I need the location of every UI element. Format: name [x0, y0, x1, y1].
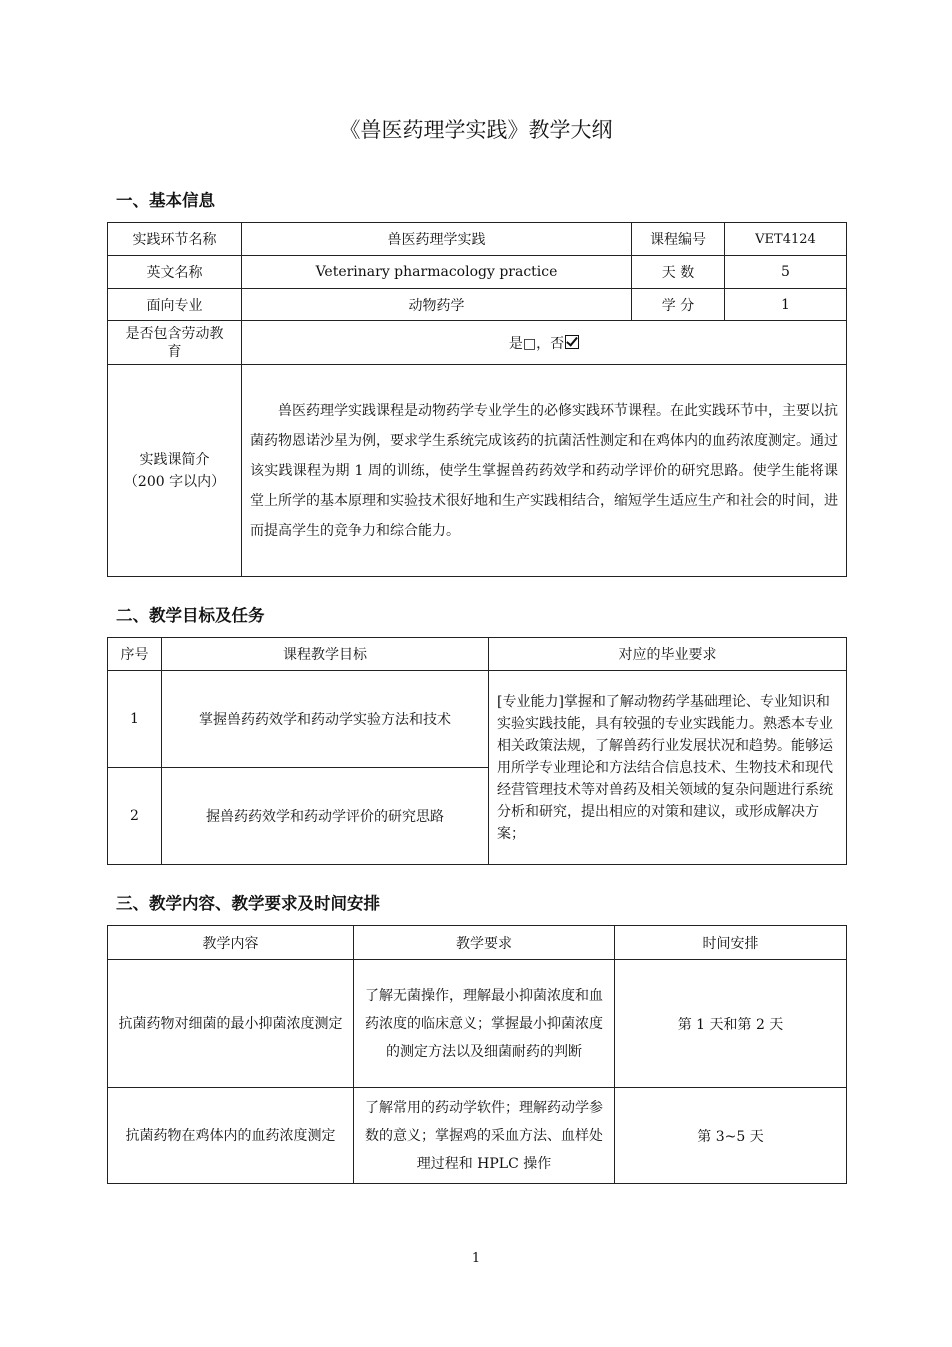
intro-text: 兽医药理学实践课程是动物药学专业学生的必修实践环节课程。在此实践环节中，主要以抗菌药物恩诺沙星为例，要求学生系统完成该药的抗菌活性测定和在鸡体内的血药浓度测定。通过该实践课程为期 1 周的训练，使学生掌握兽药药效学和药动学评价的研究思路。使学生能将课堂上所学的基本原理和实验技术很好地和生产实践相结合，缩短学生适应生产和社会的时间，进而提高学生的竞争力和综合能力。: [242, 365, 847, 577]
goals-table: [107, 637, 847, 865]
major-value: 动物药学: [242, 289, 632, 321]
graduation-requirement: [专业能力]掌握和了解动物药学基础理论、专业知识和实验实践技能，具有较强的专业实践能力。熟悉本专业相关政策法规，了解兽药行业发展状况和趋势。能够运用所学专业理论和方法结合信息技术、生物技术和现代经营管理技术等对兽药及相关领域的复杂问题进行系统分析和研究，提出相应的对策和建议，或形成解决方案；: [489, 671, 847, 865]
content-table: [107, 925, 847, 1184]
goal-no: 2: [108, 768, 162, 865]
time-text: 第 3~5 天: [615, 1088, 847, 1184]
time-text: 第 1 天和第 2 天: [615, 960, 847, 1088]
labor-value: 是□，否: [508, 335, 565, 352]
page-title: 《兽医药理学实践》教学大纲: [339, 118, 613, 142]
table-row: [108, 671, 847, 768]
goal-text: 握兽药药效学和药动学评价的研究思路: [162, 768, 489, 865]
name-label: 实践环节名称: [108, 223, 242, 256]
credit-label: 学 分: [632, 289, 725, 321]
checked-box-icon: [565, 335, 579, 349]
content-header-time: 时间安排: [615, 926, 847, 960]
labor-value-cell: [242, 321, 847, 365]
content-text: 抗菌药物对细菌的最小抑菌浓度测定: [108, 960, 354, 1088]
english-label: 英文名称: [108, 256, 242, 289]
page-number: 1: [471, 1251, 481, 1266]
section-heading-goals: 二、教学目标及任务: [116, 606, 265, 625]
section-heading-content: 三、教学内容、教学要求及时间安排: [116, 894, 380, 913]
code-label: 课程编号: [632, 223, 725, 256]
name-value: 兽医药理学实践: [242, 223, 632, 256]
table-row: [108, 1088, 847, 1184]
intro-sublabel: （200 字以内）: [123, 473, 226, 490]
intro-label: 实践课简介: [139, 451, 210, 468]
code-value: VET4124: [725, 223, 847, 256]
basic-info-table: [107, 222, 847, 577]
content-text: 抗菌药物在鸡体内的血药浓度测定: [108, 1088, 354, 1184]
labor-label: 是否包含劳动教育: [108, 321, 242, 365]
section-heading-basic-info: 一、基本信息: [116, 191, 215, 210]
intro-label-cell: [108, 365, 242, 577]
days-label: 天 数: [632, 256, 725, 289]
major-label: 面向专业: [108, 289, 242, 321]
english-value: Veterinary pharmacology practice: [242, 256, 632, 289]
requirement-text: 了解常用的药动学软件；理解药动学参数的意义；掌握鸡的采血方法、血样处理过程和 HPLC 操作: [354, 1088, 615, 1184]
goals-header-requirement: 对应的毕业要求: [489, 638, 847, 671]
goals-header-no: 序号: [108, 638, 162, 671]
content-header-content: 教学内容: [108, 926, 354, 960]
requirement-text: 了解无菌操作，理解最小抑菌浓度和血药浓度的临床意义；掌握最小抑菌浓度的测定方法以及细菌耐药的判断: [354, 960, 615, 1088]
goal-no: 1: [108, 671, 162, 768]
content-header-requirement: 教学要求: [354, 926, 615, 960]
table-row: [108, 960, 847, 1088]
goal-text: 掌握兽药药效学和药动学实验方法和技术: [162, 671, 489, 768]
credit-value: 1: [725, 289, 847, 321]
goals-header-goal: 课程教学目标: [162, 638, 489, 671]
days-value: 5: [725, 256, 847, 289]
